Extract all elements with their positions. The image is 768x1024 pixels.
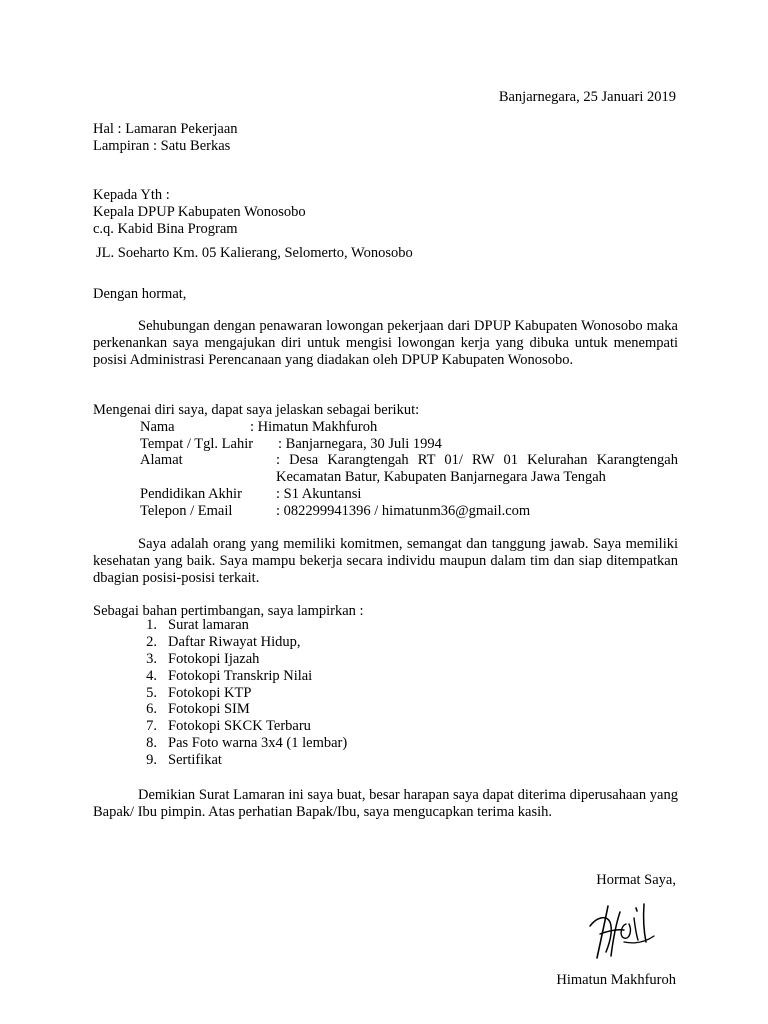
detail-label: Pendidikan Akhir xyxy=(140,486,242,502)
greeting: Dengan hormat, xyxy=(93,286,187,302)
signatory-name: Himatun Makhfuroh xyxy=(556,972,676,988)
attachment-text: Fotokopi Transkrip Nilai xyxy=(168,667,313,684)
attachment-number: 8. xyxy=(146,735,157,752)
attachment-number: 3. xyxy=(146,650,157,667)
attachment-text: Fotokopi Ijazah xyxy=(168,650,260,667)
place-date: Banjarnegara, 25 Januari 2019 xyxy=(498,89,676,105)
attachment-line: Lampiran : Satu Berkas xyxy=(93,138,231,154)
recipient-title: Kepala DPUP Kabupaten Wonosobo xyxy=(93,204,306,220)
subject-line: Hal : Lamaran Pekerjaan xyxy=(93,121,238,137)
detail-value: : S1 Akuntansi xyxy=(276,486,362,502)
attachment-number: 6. xyxy=(146,701,157,718)
detail-value: : Desa Karangtengah RT 01/ RW 01 Kelurahan Karangtengah Kecamatan Batur, Kabupaten Banjarnegara Jawa Tengah xyxy=(276,452,678,485)
attachment-number: 7. xyxy=(146,718,157,735)
detail-label: Tempat / Tgl. Lahir xyxy=(140,436,254,452)
recipient-address: JL. Soeharto Km. 05 Kalierang, Selomerto, Wonosobo xyxy=(96,245,413,261)
attachment-text: Fotokopi SIM xyxy=(168,701,250,718)
attachment-text: Fotokopi SKCK Terbaru xyxy=(168,718,311,735)
attachment-number: 9. xyxy=(146,752,157,769)
attachment-number: 5. xyxy=(146,684,157,701)
detail-value: : Banjarnegara, 30 Juli 1994 xyxy=(278,436,442,452)
details-intro: Mengenai diri saya, dapat saya jelaskan sebagai berikut: xyxy=(93,402,420,418)
attachment-text: Pas Foto warna 3x4 (1 lembar) xyxy=(168,735,348,752)
detail-value: : 082299941396 / himatunm36@gmail.com xyxy=(276,503,531,519)
detail-value: : Himatun Makhfuroh xyxy=(250,419,378,435)
closing-paragraph: Demikian Surat Lamaran ini saya buat, besar harapan saya dapat diterima diperusahaan yang Bapak/ Ibu pimpin. Atas perhatian Bapak/Ibu, saya mengucapkan terima kasih. xyxy=(93,787,678,820)
attachment-text: Sertifikat xyxy=(168,752,222,769)
attachments-intro: Sebagai bahan pertimbangan, saya lampirkan : xyxy=(93,603,364,619)
attachment-number: 4. xyxy=(146,667,157,684)
attachment-text: Fotokopi KTP xyxy=(168,684,252,701)
detail-label: Telepon / Email xyxy=(140,503,233,519)
attachment-number: 2. xyxy=(146,633,157,650)
recipient-attention: c.q. Kabid Bina Program xyxy=(93,221,238,237)
opening-paragraph: Sehubungan dengan penawaran lowongan pekerjaan dari DPUP Kabupaten Wonosobo maka perkenankan saya mengajukan diri untuk mengisi lowongan kerja yang dibuka untuk menempati posisi Administrasi Perencanaan yang diadakan oleh DPUP Kabupaten Wonosobo. xyxy=(93,318,678,368)
detail-label: Nama xyxy=(140,419,175,435)
recipient-salutation: Kepada Yth : xyxy=(93,187,170,203)
attachment-number: 1. xyxy=(146,617,157,633)
signature-text: Himatun xyxy=(586,896,590,897)
attachment-text: Surat lamaran xyxy=(168,617,249,633)
attachment-text: Daftar Riwayat Hidup, xyxy=(168,633,301,650)
detail-label: Alamat xyxy=(140,452,183,468)
self-description-paragraph: Saya adalah orang yang memiliki komitmen, semangat dan tanggung jawab. Saya memiliki kesehatan yang baik. Saya mampu bekerja secara individu maupun dalam tim dan siap ditempatkan dbagian posisi-posisi terkait. xyxy=(93,536,678,586)
signature-image xyxy=(586,896,676,964)
sign-off: Hormat Saya, xyxy=(596,872,676,888)
